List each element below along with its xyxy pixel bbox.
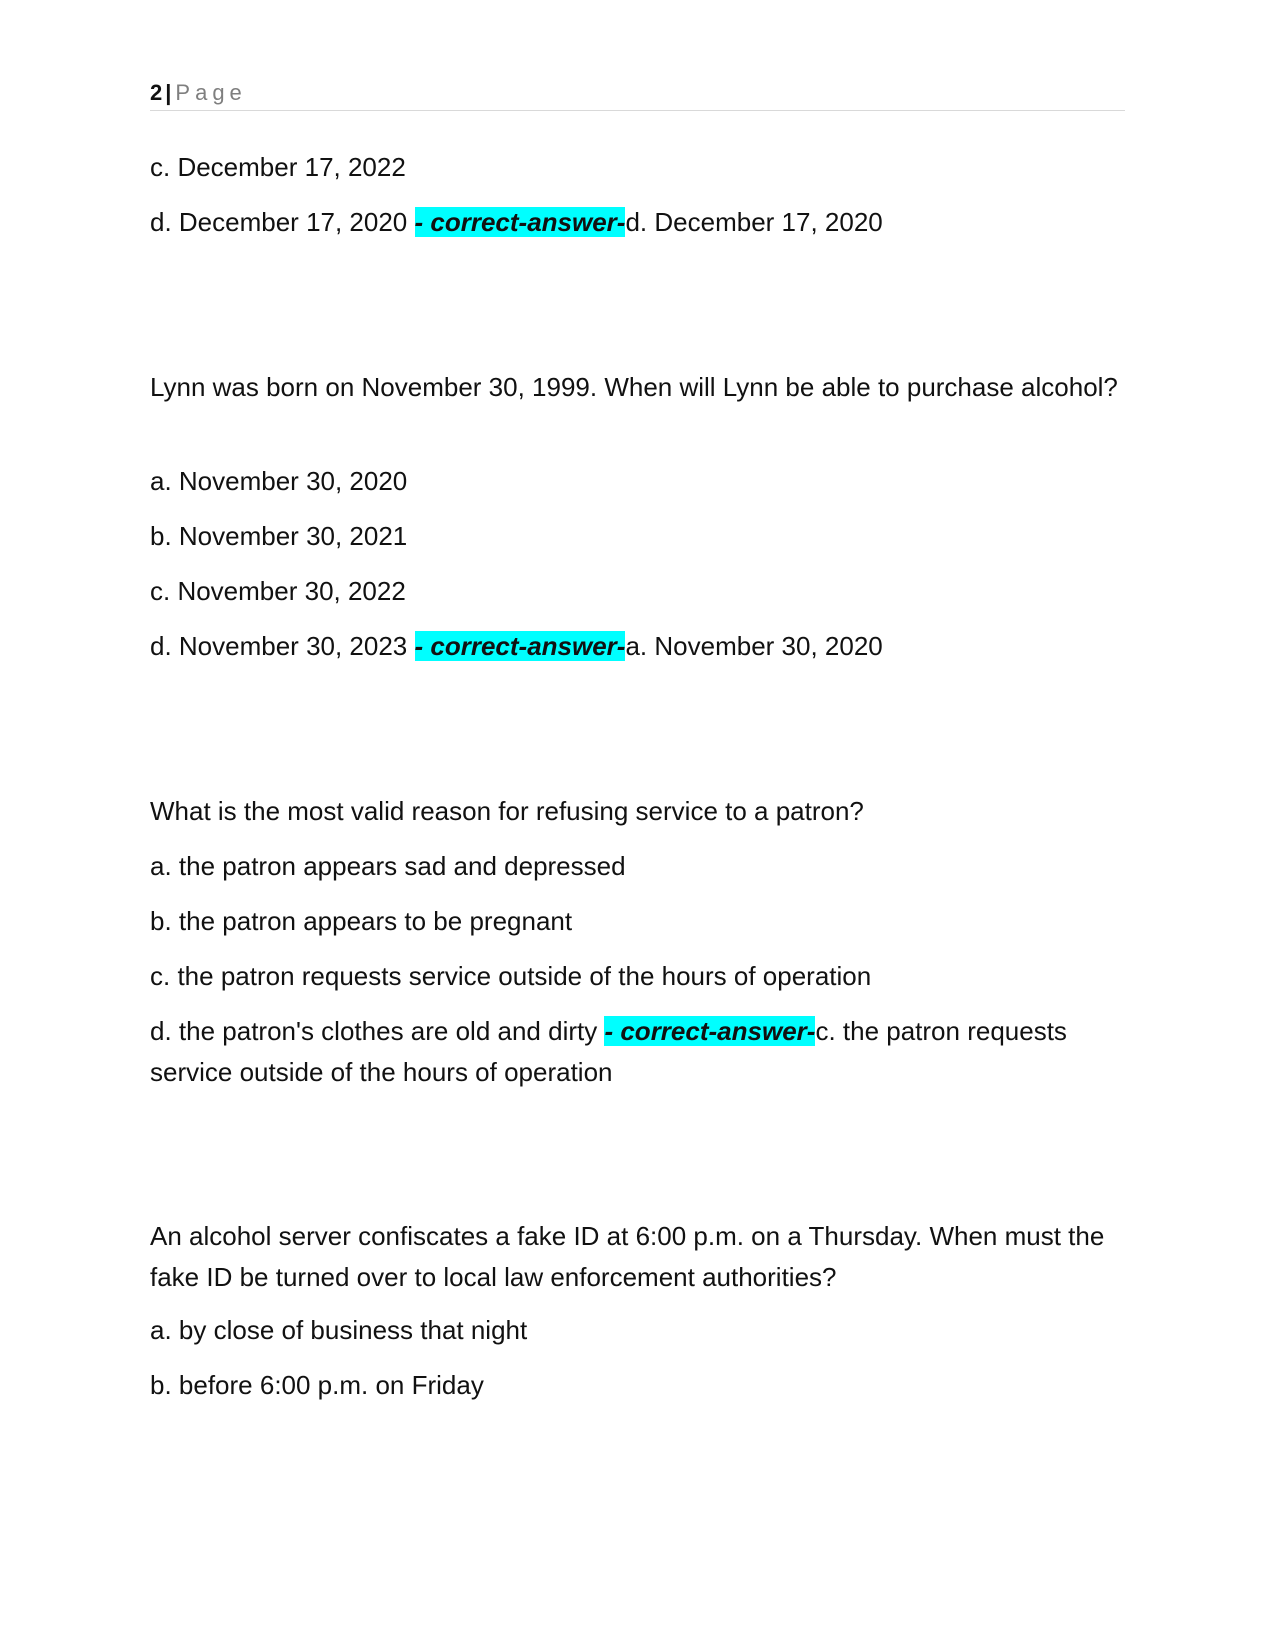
q4-option-b: b. before 6:00 p.m. on Friday bbox=[150, 1370, 484, 1400]
q3-answer: c. the patron requests service outside of the hours of operation bbox=[150, 1016, 1067, 1087]
q4-question: An alcohol server confiscates a fake ID at 6:00 p.m. on a Thursday. When must the fake ID be turned over to local law enforcement authorities? bbox=[150, 1221, 1105, 1292]
correct-answer-marker: - correct-answer- bbox=[414, 631, 626, 661]
q1-answer: d. December 17, 2020 bbox=[625, 207, 883, 237]
q2-option-b: b. November 30, 2021 bbox=[150, 521, 408, 551]
page-header bbox=[150, 78, 1125, 111]
q4-option-a: a. by close of business that night bbox=[150, 1315, 528, 1345]
q3-option-c: c. the patron requests service outside of the hours of operation bbox=[150, 961, 872, 991]
q3-option-d-line bbox=[150, 1011, 1125, 1093]
page-label: Page bbox=[175, 80, 247, 105]
q3-option-d: d. the patron's clothes are old and dirty bbox=[150, 1016, 605, 1046]
q2-option-d: d. November 30, 2023 bbox=[150, 631, 415, 661]
page-separator: | bbox=[165, 80, 172, 105]
q1-option-d-line bbox=[150, 202, 1125, 243]
correct-answer-marker: - correct-answer- bbox=[414, 207, 626, 237]
q2-answer: a. November 30, 2020 bbox=[625, 631, 883, 661]
correct-answer-marker: - correct-answer- bbox=[604, 1016, 816, 1046]
q2-option-d-line bbox=[150, 626, 1125, 667]
q2-option-c: c. November 30, 2022 bbox=[150, 576, 406, 606]
page-number: 2 bbox=[150, 80, 163, 105]
q3-question: What is the most valid reason for refusing service to a patron? bbox=[150, 796, 864, 826]
q3-option-a: a. the patron appears sad and depressed bbox=[150, 851, 626, 881]
q1-option-d: d. December 17, 2020 bbox=[150, 207, 415, 237]
q2-option-a: a. November 30, 2020 bbox=[150, 466, 408, 496]
q1-option-c: c. December 17, 2022 bbox=[150, 152, 406, 182]
q2-question: Lynn was born on November 30, 1999. When will Lynn be able to purchase alcohol? bbox=[150, 372, 1118, 402]
q3-option-b: b. the patron appears to be pregnant bbox=[150, 906, 573, 936]
